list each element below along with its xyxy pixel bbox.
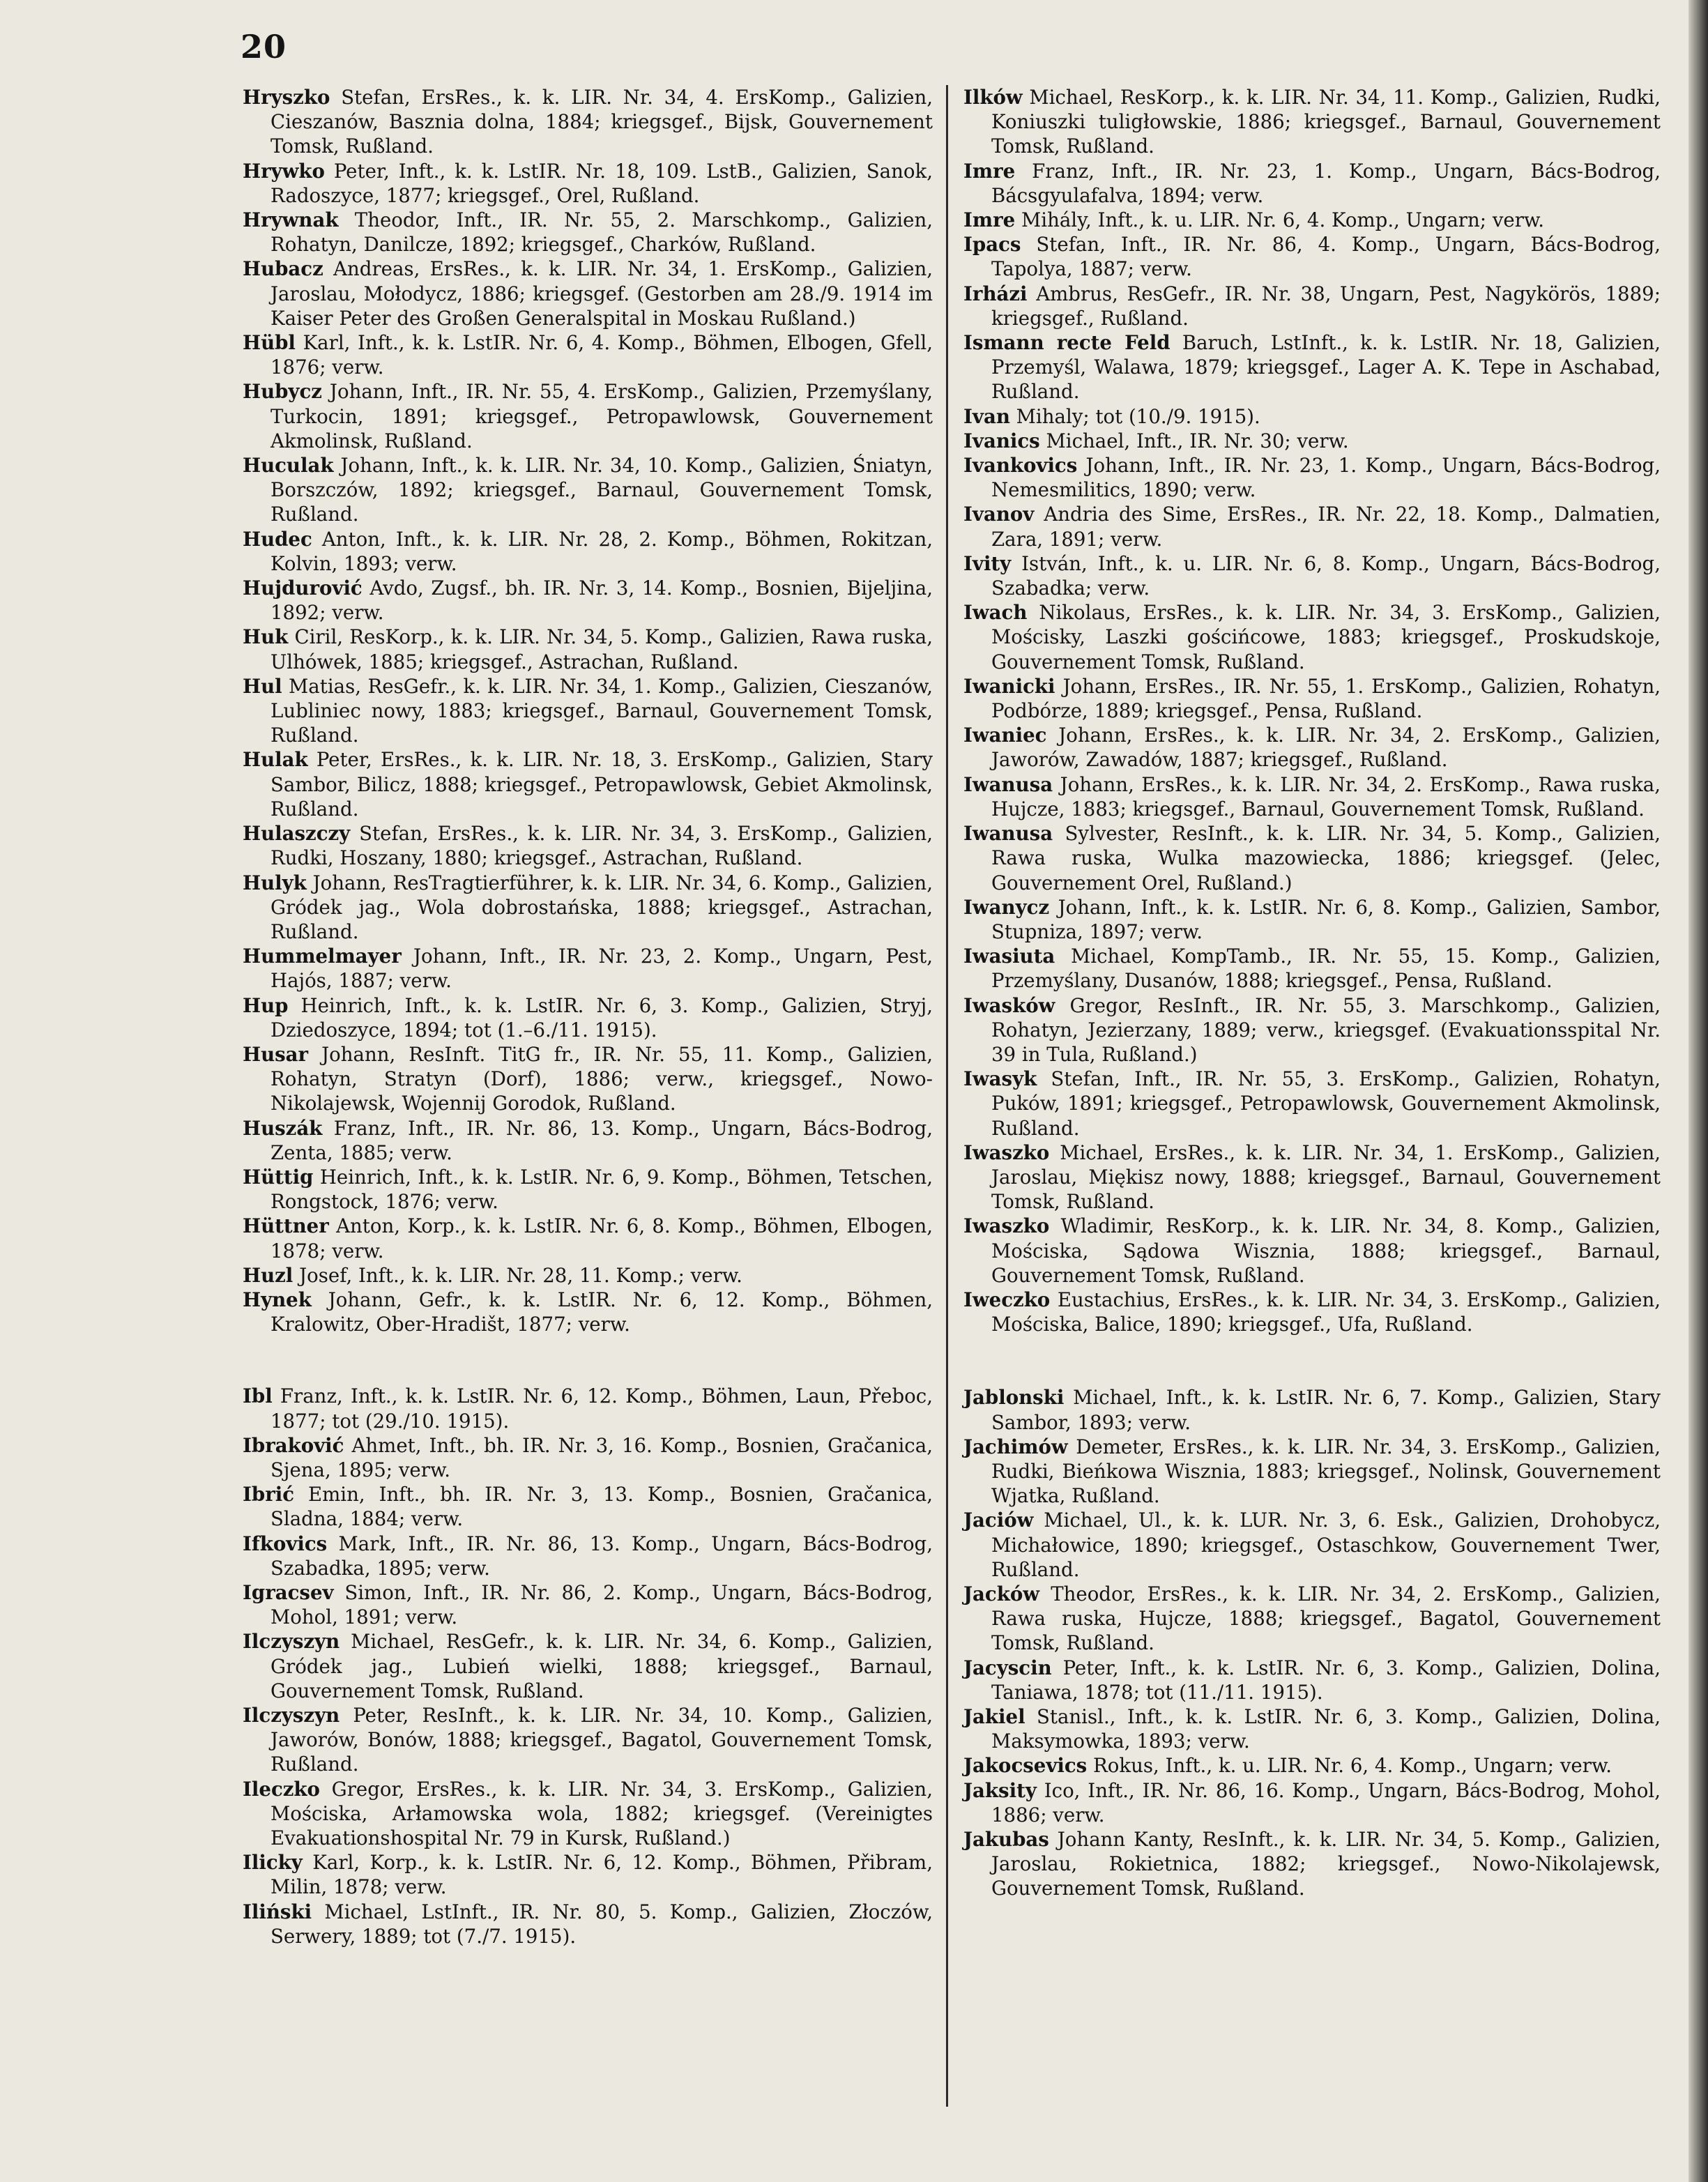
entry-surname: Iwasków xyxy=(963,993,1055,1017)
left-column xyxy=(243,85,933,1948)
entry xyxy=(243,576,933,625)
page-edge-shadow xyxy=(1688,0,1708,2182)
entry-details: Baruch, LstInft., k. k. LstIR. Nr. 18, Galizien, Przemyśl, Walawa, 1879; kriegsgef., Lager A. K. Tepe in Aschabad, Rußland. xyxy=(991,331,1661,404)
entry-details: Stefan, Inft., IR. Nr. 55, 3. ErsKomp., Galizien, Rohatyn, Puków, 1891; kriegsgef., Petropawlowsk, Gouvernement Akmolinsk, Rußland. xyxy=(991,1067,1661,1140)
entry xyxy=(243,208,933,257)
right-column xyxy=(963,85,1661,1901)
entry xyxy=(243,1850,933,1899)
entry xyxy=(243,1042,933,1116)
entry-details: Johann, Gefr., k. k. LstIR. Nr. 6, 12. Komp., Böhmen, Kralowitz, Ober-Hradišt, 1877; verw. xyxy=(270,1288,933,1336)
entry-surname: Huzl xyxy=(243,1263,293,1287)
entry-details: Ciril, ResKorp., k. k. LIR. Nr. 34, 5. Komp., Galizien, Rawa ruska, Ulhówek, 1885; kriegsgef., Astrachan, Rußland. xyxy=(270,625,933,673)
entry-surname: Jacków xyxy=(963,1582,1040,1605)
entry-details: Stefan, ErsRes., k. k. LIR. Nr. 34, 4. ErsKomp., Galizien, Cieszanów, Basznia dolna, 1884; kriegsgef., Bijsk, Gouvernement Tomsk, Rußland. xyxy=(270,86,933,158)
entry-details: Nikolaus, ErsRes., k. k. LIR. Nr. 34, 3. ErsKomp., Galizien, Mościsky, Laszki gościńcowe, 1883; kriegsgef., Proskudskoje, Gouvernement Tomsk, Rußland. xyxy=(991,601,1661,673)
entry xyxy=(963,1753,1661,1778)
entry xyxy=(963,1288,1661,1336)
entry-surname: Ilczyszyn xyxy=(243,1630,340,1654)
entry-surname: Hüttner xyxy=(243,1214,329,1238)
entry-surname: Huk xyxy=(243,625,289,649)
entry xyxy=(243,1263,933,1288)
entry-surname: Jakubas xyxy=(963,1828,1049,1852)
entry xyxy=(963,429,1661,453)
entry xyxy=(963,993,1661,1067)
entry-details: Stefan, Inft., IR. Nr. 86, 4. Komp., Ungarn, Bács-Bodrog, Tapolya, 1887; verw. xyxy=(991,233,1661,281)
column-divider xyxy=(946,85,948,2107)
entry xyxy=(243,527,933,576)
entry xyxy=(963,1214,1661,1288)
entry-details: Michael, ResKorp., k. k. LIR. Nr. 34, 11. Komp., Galizien, Rudki, Koniuszki tuligłowskie, 1886; kriegsgef., Barnaul, Gouvernement Tomsk, Rußland. xyxy=(991,86,1661,158)
entry-surname: Iwach xyxy=(963,601,1028,625)
entry xyxy=(243,453,933,527)
entry-details: Johann, Inft., k. k. LIR. Nr. 34, 10. Komp., Galizien, Śniatyn, Borszczów, 1892; kriegsgef., Barnaul, Gouvernement Tomsk, Rußland. xyxy=(270,454,933,526)
entry xyxy=(963,404,1661,429)
left-bottom-entries xyxy=(243,1384,933,1948)
entry-surname: Ivankovics xyxy=(963,454,1078,478)
entry xyxy=(243,1900,933,1948)
entry xyxy=(243,379,933,453)
entry-surname: Iwanicki xyxy=(963,674,1055,698)
entry xyxy=(243,1482,933,1531)
entry-details: Johann, Inft., k. k. LstIR. Nr. 6, 8. Komp., Galizien, Sambor, Stupniza, 1897; verw. xyxy=(991,895,1661,943)
entry-surname: Hüttig xyxy=(243,1165,314,1189)
entry-surname: Ivan xyxy=(963,404,1010,428)
entry-details: Stanisl., Inft., k. k. LstIR. Nr. 6, 3. Komp., Galizien, Dolina, Maksymowka, 1893; verw. xyxy=(991,1705,1661,1753)
entry xyxy=(243,674,933,748)
entry-surname: Hulyk xyxy=(243,871,307,894)
entry-details: Michael, ErsRes., k. k. LIR. Nr. 34, 1. ErsKomp., Galizien, Jaroslau, Miękisz nowy, 1888; kriegsgef., Barnaul, Gouvernement Tomsk, Rußland. xyxy=(991,1140,1661,1214)
entry-details: Johann, ResInft. TitG fr., IR. Nr. 55, 11. Komp., Galizien, Rohatyn, Stratyn (Dorf), 1886; verw., kriegsgef., Nowo-Nikolajewsk, Wojennij Gorodok, Rußland. xyxy=(270,1042,933,1115)
entry xyxy=(243,1703,933,1777)
page-number: 20 xyxy=(241,28,287,66)
entry-details: Johann, ResTragtierführer, k. k. LIR. Nr. 34, 6. Komp., Galizien, Gródek jag., Wola dobrostańska, 1888; kriegsgef., Astrachan, Rußland. xyxy=(270,871,933,943)
entry-details: Andreas, ErsRes., k. k. LIR. Nr. 34, 1. ErsKomp., Galizien, Jaroslau, Mołodycz, 1886; kriegsgef. (Gestorben am 28./9. 1914 im Kaiser Peter des Großen Generalspital in Moskau Rußland.) xyxy=(270,257,933,330)
entry-surname: Jakiel xyxy=(963,1705,1025,1728)
entry-surname: Jachimów xyxy=(963,1435,1068,1458)
entry xyxy=(963,674,1661,723)
entry xyxy=(243,1629,933,1703)
entry-surname: Hup xyxy=(243,993,289,1017)
entry xyxy=(963,723,1661,772)
entry-details: Ambrus, ResGefr., IR. Nr. 38, Ungarn, Pest, Nagykörös, 1889; kriegsgef., Rußland. xyxy=(991,282,1661,330)
entry xyxy=(243,1116,933,1165)
entry-details: Peter, Inft., k. k. LstIR. Nr. 6, 3. Komp., Galizien, Dolina, Taniawa, 1878; tot (11./11. 1915). xyxy=(991,1656,1661,1704)
entry-surname: Huculak xyxy=(243,454,334,478)
entry xyxy=(243,1777,933,1851)
entry xyxy=(963,85,1661,159)
entry-details: Gregor, ErsRes., k. k. LIR. Nr. 34, 3. ErsKomp., Galizien, Mościska, Arłamowska wola, 1882; kriegsgef. (Vereinigtes Evakuationshospital Nr. 79 in Kursk, Rußland.) xyxy=(270,1777,933,1850)
entry xyxy=(963,1435,1661,1509)
entry-details: Simon, Inft., IR. Nr. 86, 2. Komp., Ungarn, Bács-Bodrog, Mohol, 1891; verw. xyxy=(270,1580,933,1629)
entry-surname: Jakocsevics xyxy=(963,1754,1088,1778)
entry-surname: Iwasyk xyxy=(963,1067,1037,1091)
entry-details: Johann, Inft., IR. Nr. 23, 2. Komp., Ungarn, Pest, Hajós, 1887; verw. xyxy=(270,945,933,993)
entry-details: Peter, ErsRes., k. k. LIR. Nr. 18, 3. ErsKomp., Galizien, Stary Sambor, Bilicz, 1888; kriegsgef., Petropawlowsk, Gebiet Akmolinsk, Rußland. xyxy=(270,748,933,821)
entry xyxy=(243,747,933,821)
entry xyxy=(963,1508,1661,1582)
entry-surname: Iweczko xyxy=(963,1288,1051,1311)
entry-details: Michael, LstInft., IR. Nr. 80, 5. Komp., Galizien, Złoczów, Serwery, 1889; tot (7./7. 1915). xyxy=(270,1900,933,1948)
entry-surname: Hrywko xyxy=(243,159,325,183)
entry-surname: Hul xyxy=(243,674,282,698)
entry-details: Johann, Inft., IR. Nr. 23, 1. Komp., Ungarn, Bács-Bodrog, Nemesmilitics, 1890; verw. xyxy=(991,454,1661,502)
entry-surname: Hulak xyxy=(243,748,308,772)
entry-surname: Iliński xyxy=(243,1900,312,1923)
entry-surname: Ivanov xyxy=(963,503,1035,526)
entry-details: Emin, Inft., bh. IR. Nr. 3, 13. Komp., Bosnien, Gračanica, Sladna, 1884; verw. xyxy=(270,1483,933,1531)
entry-details: Ico, Inft., IR. Nr. 86, 16. Komp., Ungarn, Bács-Bodrog, Mohol, 1886; verw. xyxy=(991,1778,1661,1826)
entry-surname: Ivity xyxy=(963,551,1012,575)
entry-details: Johann, ErsRes., k. k. LIR. Nr. 34, 2. ErsKomp., Rawa ruska, Hujcze, 1883; kriegsgef., Barnaul, Gouvernement Tomsk, Rußland. xyxy=(991,772,1661,821)
entry-details: Mihály, Inft., k. u. LIR. Nr. 6, 4. Komp., Ungarn; verw. xyxy=(1021,208,1545,232)
entry-details: Matias, ResGefr., k. k. LIR. Nr. 34, 1. Komp., Galizien, Cieszanów, Lubliniec nowy, 1883; kriegsgef., Barnaul, Gouvernement Tomsk, Rußland. xyxy=(270,674,933,747)
entry-surname: Hübl xyxy=(243,331,296,355)
entry-details: Stefan, ErsRes., k. k. LIR. Nr. 34, 3. ErsKomp., Galizien, Rudki, Hoszany, 1880; kriegsgef., Astrachan, Rußland. xyxy=(270,822,933,870)
entry xyxy=(243,257,933,330)
entry xyxy=(963,232,1661,281)
entry xyxy=(963,282,1661,330)
entry-details: Heinrich, Inft., k. k. LstIR. Nr. 6, 9. Komp., Böhmen, Tetschen, Rongstock, 1876; verw. xyxy=(270,1165,933,1214)
entry-details: Franz, Inft., k. k. LstIR. Nr. 6, 12. Komp., Böhmen, Laun, Přeboc, 1877; tot (29./10. 1915). xyxy=(270,1384,933,1433)
entry-details: Sylvester, ResInft., k. k. LIR. Nr. 34, 5. Komp., Galizien, Rawa ruska, Wulka mazowiecka, 1886; kriegsgef. (Jelec, Gouvernement Orel, Rußland.) xyxy=(991,822,1661,894)
entry xyxy=(963,159,1661,208)
entry xyxy=(243,1384,933,1433)
entry-details: Michael, KompTamb., IR. Nr. 55, 15. Komp., Galizien, Przemyślany, Dusanów, 1888; kriegsgef., Pensa, Rußland. xyxy=(991,945,1661,993)
entry-details: Theodor, Inft., IR. Nr. 55, 2. Marschkomp., Galizien, Rohatyn, Danilcze, 1892; kriegsgef., Charków, Rußland. xyxy=(270,208,933,257)
entry xyxy=(243,625,933,673)
entry-surname: Igracsev xyxy=(243,1580,334,1604)
entry xyxy=(963,1827,1661,1901)
entry xyxy=(963,502,1661,551)
entry-details: Rokus, Inft., k. u. LIR. Nr. 6, 4. Komp., Ungarn; verw. xyxy=(1093,1754,1612,1778)
entry-details: Demeter, ErsRes., k. k. LIR. Nr. 34, 3. ErsKomp., Galizien, Rudki, Bieńkowa Wisznia, 1883; kriegsgef., Nolinsk, Gouvernement Wjatka, Rußland. xyxy=(991,1435,1661,1508)
entry xyxy=(243,1165,933,1214)
entry-surname: Ismann recte Feld xyxy=(963,331,1171,355)
entry xyxy=(963,600,1661,674)
entry xyxy=(243,330,933,379)
entry-surname: Hulaszczy xyxy=(243,822,351,846)
entry xyxy=(963,1704,1661,1753)
entry xyxy=(963,1385,1661,1434)
entry-details: Theodor, ErsRes., k. k. LIR. Nr. 34, 2. ErsKomp., Galizien, Rawa ruska, Hujcze, 1888; kriegsgef., Bagatol, Gouvernement Tomsk, Rußland. xyxy=(991,1582,1661,1655)
entry xyxy=(963,208,1661,232)
entry-surname: Jacyscin xyxy=(963,1656,1052,1679)
entry-surname: Ibraković xyxy=(243,1433,344,1457)
entry-surname: Ipacs xyxy=(963,233,1021,257)
entry-surname: Imre xyxy=(963,208,1016,232)
entry-details: Karl, Inft., k. k. LstIR. Nr. 6, 4. Komp., Böhmen, Elbogen, Gfell, 1876; verw. xyxy=(270,331,933,379)
entry xyxy=(963,1582,1661,1656)
entry-surname: Ibl xyxy=(243,1384,273,1408)
entry-surname: Huszák xyxy=(243,1116,323,1140)
entry-surname: Hujdurović xyxy=(243,577,363,600)
entry xyxy=(963,772,1661,821)
entry-surname: Jaksity xyxy=(963,1778,1037,1802)
entry xyxy=(963,1656,1661,1704)
entry xyxy=(243,159,933,208)
entry-surname: Ilicky xyxy=(243,1851,303,1875)
entry-details: Peter, ResInft., k. k. LIR. Nr. 34, 10. Komp., Galizien, Jaworów, Bonów, 1888; kriegsgef., Bagatol, Gouvernement Tomsk, Rußland. xyxy=(270,1704,933,1776)
entry-surname: Ileczko xyxy=(243,1777,320,1801)
entry-details: Franz, Inft., IR. Nr. 86, 13. Komp., Ungarn, Bács-Bodrog, Zenta, 1885; verw. xyxy=(270,1116,933,1164)
entry xyxy=(243,993,933,1042)
entry xyxy=(963,1778,1661,1827)
entry-details: Michael, Inft., k. k. LstIR. Nr. 6, 7. Komp., Galizien, Stary Sambor, 1893; verw. xyxy=(991,1386,1661,1434)
entry xyxy=(963,944,1661,993)
entry xyxy=(963,1067,1661,1140)
entry-details: Johann, Inft., IR. Nr. 55, 4. ErsKomp., Galizien, Przemyślany, Turkocin, 1891; kriegsgef., Petropawlowsk, Gouvernement Akmolinsk, Rußland. xyxy=(270,380,933,452)
entry-details: Peter, Inft., k. k. LstIR. Nr. 18, 109. LstB., Galizien, Sanok, Radoszyce, 1877; kriegsgef., Orel, Rußland. xyxy=(270,159,933,207)
entry xyxy=(963,453,1661,502)
entry-surname: Hummelmayer xyxy=(243,945,402,968)
entry xyxy=(963,895,1661,944)
entry xyxy=(963,551,1661,600)
entry-surname: Hubacz xyxy=(243,257,323,281)
entry-details: Ahmet, Inft., bh. IR. Nr. 3, 16. Komp., Bosnien, Gračanica, Sjena, 1895; verw. xyxy=(270,1433,933,1481)
entry xyxy=(963,330,1661,404)
entry-surname: Hynek xyxy=(243,1288,312,1311)
entry-details: Mark, Inft., IR. Nr. 86, 13. Komp., Ungarn, Bács-Bodrog, Szabadka, 1895; verw. xyxy=(270,1532,933,1580)
entry xyxy=(243,1288,933,1336)
entry-surname: Husar xyxy=(243,1042,309,1066)
entry-details: Eustachius, ErsRes., k. k. LIR. Nr. 34, 3. ErsKomp., Galizien, Mościska, Balice, 1890; kriegsgef., Ufa, Rußland. xyxy=(991,1288,1661,1336)
entry-details: Heinrich, Inft., k. k. LstIR. Nr. 6, 3. Komp., Galizien, Stryj, Dziedoszyce, 1894; tot (1.–6./11. 1915). xyxy=(270,993,933,1042)
entry xyxy=(243,821,933,870)
entry-details: Johann, ErsRes., IR. Nr. 55, 1. ErsKomp., Galizien, Rohatyn, Podbórze, 1889; kriegsgef., Pensa, Rußland. xyxy=(991,674,1661,723)
entry-surname: Ilczyszyn xyxy=(243,1704,340,1727)
entry-surname: Iwaniec xyxy=(963,724,1047,747)
right-top-entries xyxy=(963,85,1661,1336)
entry-surname: Iwanusa xyxy=(963,822,1053,846)
section-gap xyxy=(243,1336,933,1384)
entry xyxy=(243,1214,933,1262)
entry-details: Johann, ErsRes., k. k. LIR. Nr. 34, 2. ErsKomp., Galizien, Jaworów, Zawadów, 1887; kriegsgef., Rußland. xyxy=(991,724,1661,772)
entry-surname: Iwasiuta xyxy=(963,945,1055,968)
entry xyxy=(243,1433,933,1482)
entry-surname: Hryszko xyxy=(243,86,330,109)
entry-details: Gregor, ResInft., IR. Nr. 55, 3. Marschkomp., Galizien, Rohatyn, Jezierzany, 1889; verw., kriegsgef. (Evakuationsspital Nr. 39 in Tula, Rußland.) xyxy=(991,993,1661,1066)
section-gap xyxy=(963,1336,1661,1385)
entry-details: Wladimir, ResKorp., k. k. LIR. Nr. 34, 8. Komp., Galizien, Mościska, Sądowa Wisznia, 1888; kriegsgef., Barnaul, Gouvernement Tomsk, Rußland. xyxy=(991,1214,1661,1287)
entry-details: Avdo, Zugsf., bh. IR. Nr. 3, 14. Komp., Bosnien, Bijeljina, 1892; verw. xyxy=(270,577,933,625)
right-bottom-entries xyxy=(963,1385,1661,1900)
entry xyxy=(243,1580,933,1629)
entry xyxy=(963,821,1661,895)
entry xyxy=(243,85,933,159)
entry-details: Josef, Inft., k. k. LIR. Nr. 28, 11. Komp.; verw. xyxy=(299,1263,742,1287)
entry-surname: Ivanics xyxy=(963,429,1040,452)
entry-surname: Ifkovics xyxy=(243,1532,328,1555)
entry xyxy=(243,1532,933,1580)
entry-details: Michael, Inft., IR. Nr. 30; verw. xyxy=(1046,429,1349,452)
entry-surname: Iwanycz xyxy=(963,895,1050,919)
entry-surname: Hrywnak xyxy=(243,208,339,232)
entry-details: Franz, Inft., IR. Nr. 23, 1. Komp., Ungarn, Bács-Bodrog, Bácsgyulafalva, 1894; verw. xyxy=(991,159,1661,207)
entry-surname: Ibrić xyxy=(243,1483,295,1506)
entry-surname: Ilków xyxy=(963,86,1023,109)
entry-details: Michael, Ul., k. k. LUR. Nr. 3, 6. Esk., Galizien, Drohobycz, Michałowice, 1890; kriegsgef., Ostaschkow, Gouvernement Twer, Rußland. xyxy=(991,1509,1661,1581)
entry-surname: Irházi xyxy=(963,282,1028,305)
entry-details: Anton, Korp., k. k. LstIR. Nr. 6, 8. Komp., Böhmen, Elbogen, 1878; verw. xyxy=(270,1214,933,1262)
entry-surname: Jaciów xyxy=(963,1509,1034,1532)
entry-details: Johann Kanty, ResInft., k. k. LIR. Nr. 34, 5. Komp., Galizien, Jaroslau, Rokietnica, 1882; kriegsgef., Nowo-Nikolajewsk, Gouvernement Tomsk, Rußland. xyxy=(991,1828,1661,1900)
entry-details: István, Inft., k. u. LIR. Nr. 6, 8. Komp., Ungarn, Bács-Bodrog, Szabadka; verw. xyxy=(991,551,1661,600)
entry-surname: Hubycz xyxy=(243,380,322,404)
entry-details: Karl, Korp., k. k. LstIR. Nr. 6, 12. Komp., Böhmen, Přibram, Milin, 1878; verw. xyxy=(270,1851,933,1899)
entry xyxy=(243,944,933,993)
entry-surname: Imre xyxy=(963,159,1016,183)
entry-surname: Iwanusa xyxy=(963,772,1053,796)
entry-details: Anton, Inft., k. k. LIR. Nr. 28, 2. Komp., Böhmen, Rokitzan, Kolvin, 1893; verw. xyxy=(270,527,933,575)
entry-surname: Iwaszko xyxy=(963,1214,1050,1238)
entry-surname: Hudec xyxy=(243,527,312,551)
entry-surname: Jablonski xyxy=(963,1386,1065,1410)
entry-details: Andria des Sime, ErsRes., IR. Nr. 22, 18. Komp., Dalmatien, Zara, 1891; verw. xyxy=(991,503,1661,551)
entry-details: Michael, ResGefr., k. k. LIR. Nr. 34, 6. Komp., Galizien, Gródek jag., Lubień wielki, 1888; kriegsgef., Barnaul, Gouvernement Tomsk, Rußland. xyxy=(270,1630,933,1702)
left-top-entries xyxy=(243,85,933,1336)
entry-surname: Iwaszko xyxy=(963,1140,1050,1164)
entry-details: Mihaly; tot (10./9. 1915). xyxy=(1016,404,1260,428)
entry xyxy=(963,1140,1661,1214)
entry xyxy=(243,871,933,945)
